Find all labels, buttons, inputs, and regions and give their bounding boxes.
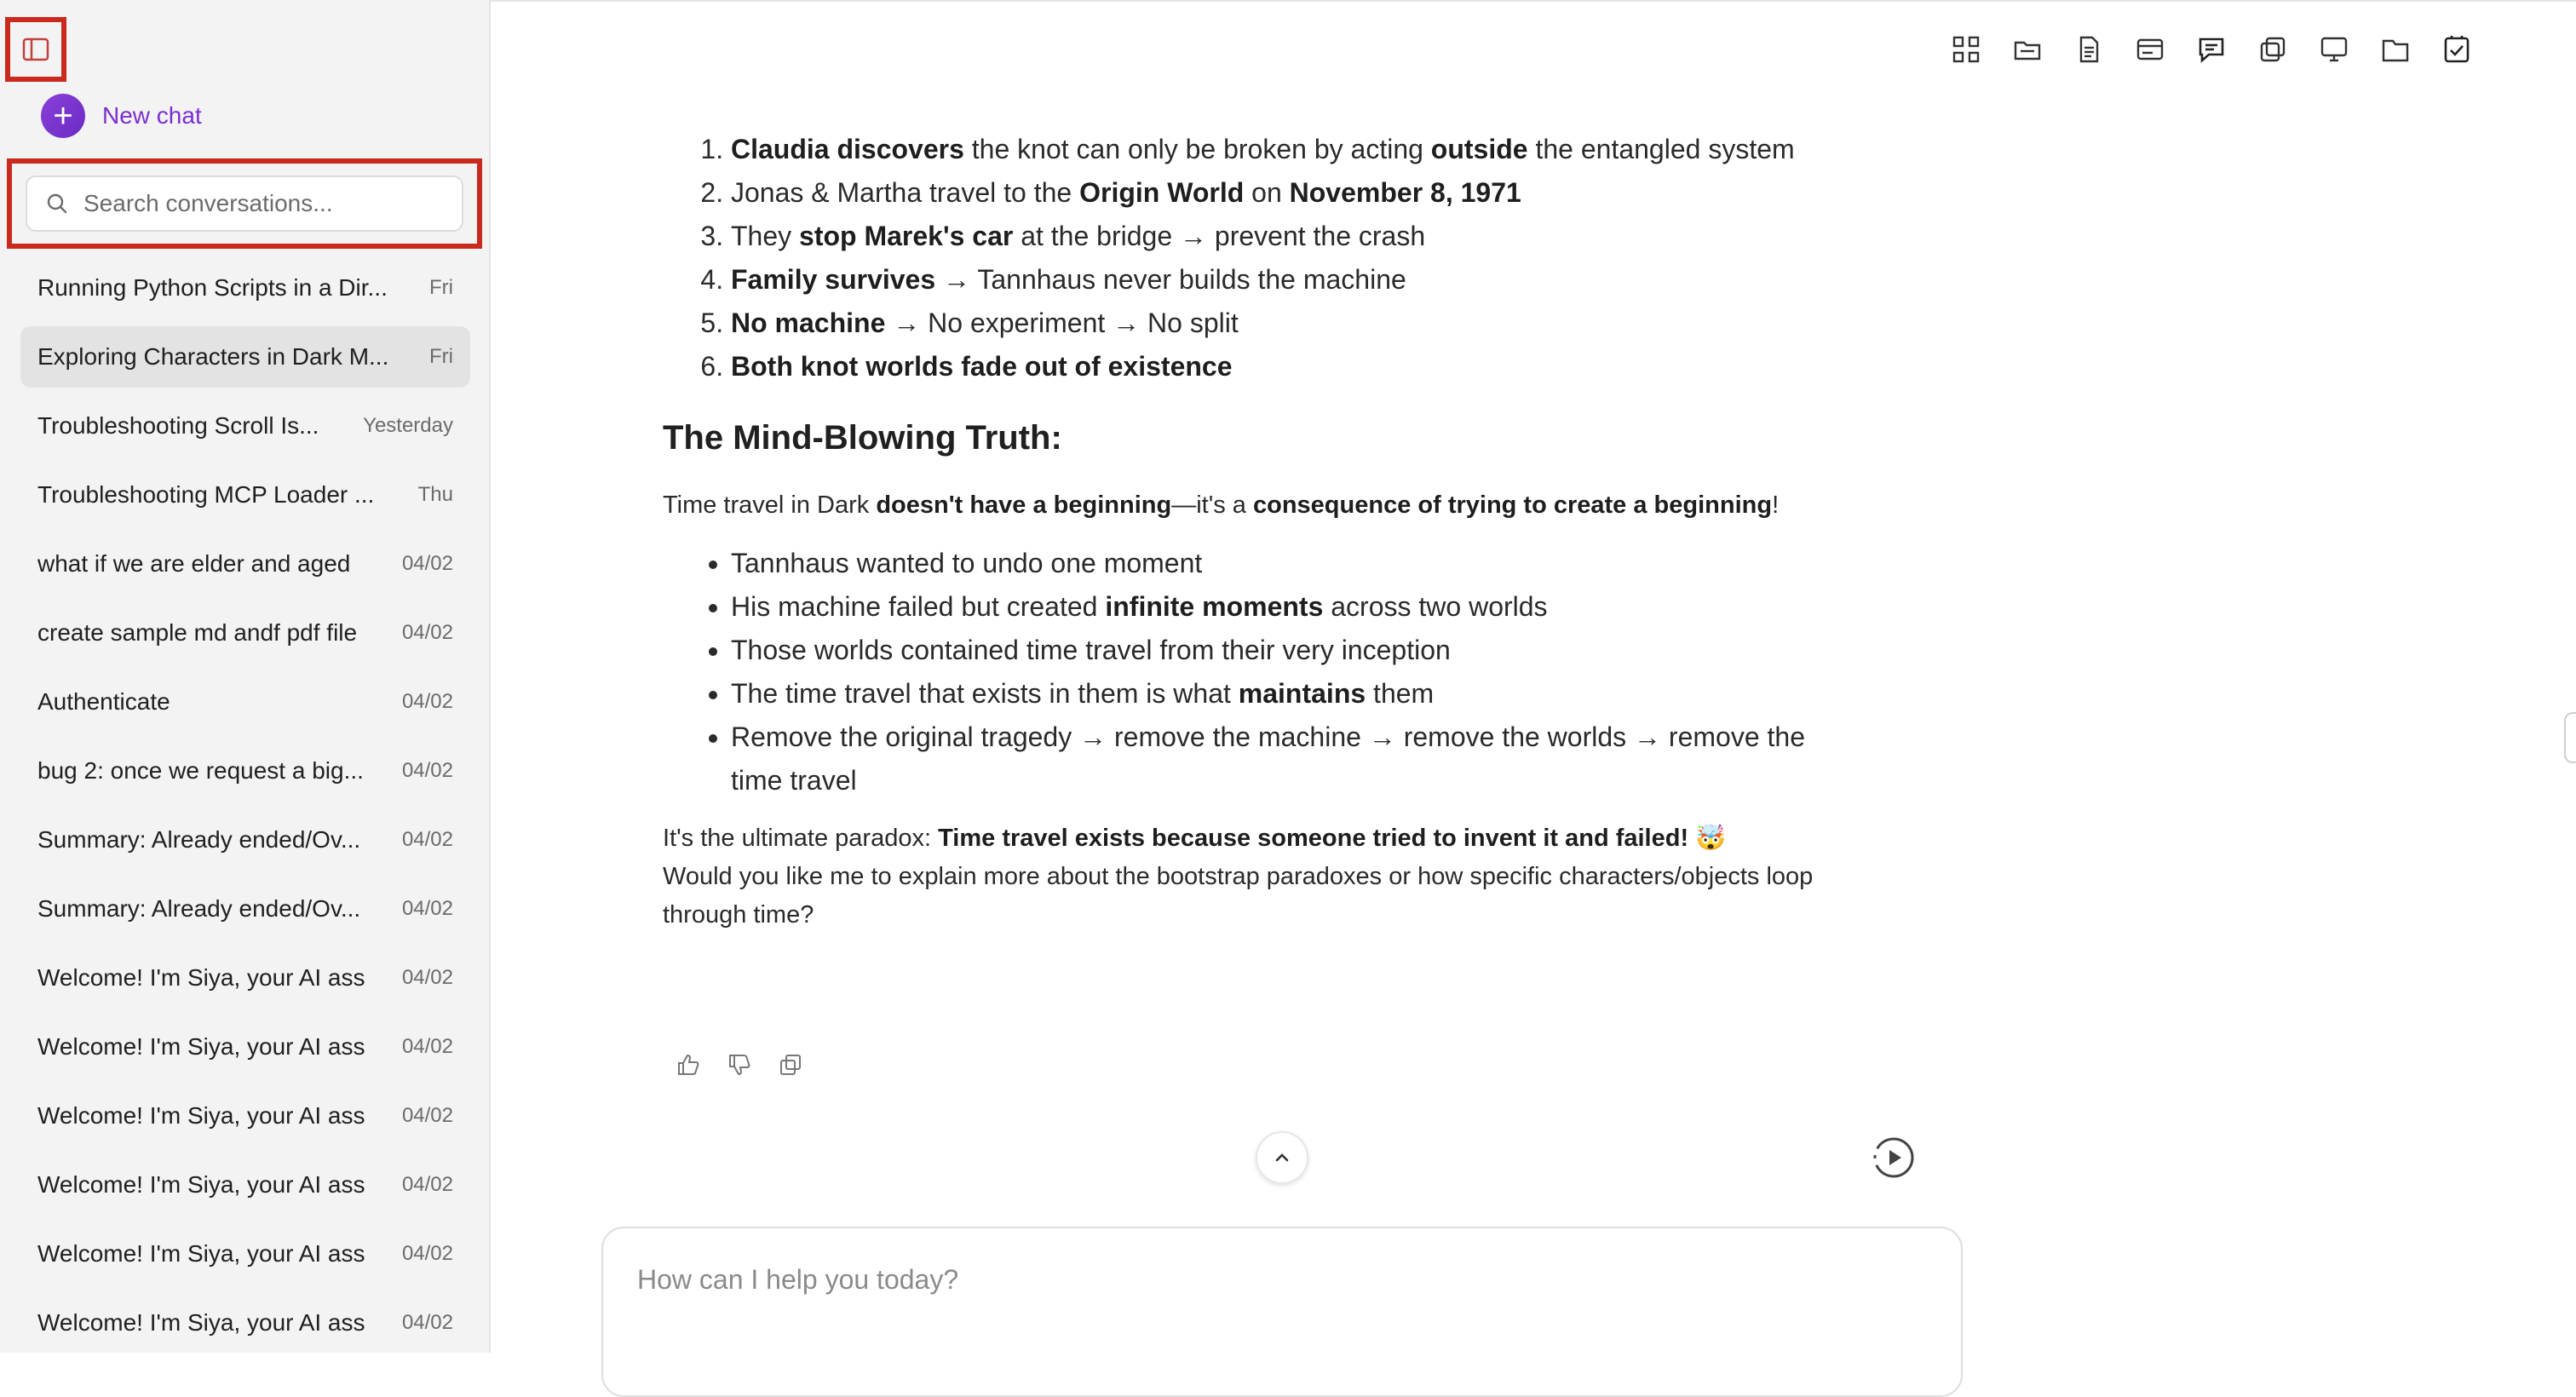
conversation-date: 04/02 bbox=[401, 690, 453, 713]
conversation-item[interactable] bbox=[20, 947, 470, 1009]
document-icon[interactable] bbox=[2072, 32, 2106, 66]
search-box[interactable] bbox=[26, 175, 463, 232]
conversation-title: create sample md andf pdf file bbox=[37, 619, 358, 646]
conversation-title: Troubleshooting MCP Loader ... bbox=[37, 481, 375, 508]
new-chat-label: New chat bbox=[102, 102, 202, 129]
search-input[interactable] bbox=[82, 189, 443, 218]
new-chat-button[interactable] bbox=[41, 94, 202, 138]
copy-window-icon[interactable] bbox=[2256, 32, 2290, 66]
list-item: • His machine failed but created infinite moments across two worlds bbox=[731, 585, 1821, 629]
conversation-title: Welcome! I'm Siya, your AI ass bbox=[37, 1102, 365, 1129]
steps-list bbox=[663, 128, 1821, 388]
thumbs-down-icon[interactable] bbox=[726, 1051, 753, 1078]
conversation-item[interactable] bbox=[20, 1154, 470, 1216]
conversation-date: Thu bbox=[417, 483, 453, 506]
list-item: • Tannhaus wanted to undo one moment bbox=[731, 542, 1821, 585]
play-button[interactable] bbox=[1871, 1135, 1917, 1181]
conversation-title: Welcome! I'm Siya, your AI ass bbox=[37, 1309, 365, 1336]
conversation-date: 04/02 bbox=[401, 1173, 453, 1196]
conversation-date: 04/02 bbox=[401, 1311, 453, 1334]
conversation-title: Welcome! I'm Siya, your AI ass bbox=[37, 1171, 365, 1198]
conversation-date: 04/02 bbox=[401, 966, 453, 989]
conversation-date: 04/02 bbox=[401, 828, 453, 851]
conversation-date: 04/02 bbox=[401, 759, 453, 782]
message-input[interactable] bbox=[635, 1262, 1917, 1317]
section-heading: The Mind-Blowing Truth: bbox=[663, 419, 1062, 457]
conversation-date: Fri bbox=[429, 276, 453, 299]
top-toolbar bbox=[1949, 32, 2501, 66]
conversation-title: what if we are elder and aged bbox=[37, 550, 351, 577]
assistant-message bbox=[663, 128, 1821, 934]
chat-icon[interactable] bbox=[2194, 32, 2228, 66]
message-composer[interactable] bbox=[601, 1227, 1963, 1397]
conversation-date: 04/02 bbox=[401, 897, 453, 920]
checklist-icon[interactable] bbox=[2440, 32, 2474, 66]
conversation-item[interactable] bbox=[20, 464, 470, 526]
list-item: 6. Both knot worlds fade out of existence bbox=[731, 345, 1821, 388]
sidebar-toggle-button[interactable] bbox=[5, 17, 66, 82]
thumbs-up-icon[interactable] bbox=[675, 1051, 702, 1078]
conversation-item-active[interactable] bbox=[20, 326, 470, 388]
search-icon bbox=[46, 193, 68, 215]
conversation-list bbox=[20, 257, 470, 1361]
sidebar bbox=[0, 0, 491, 1353]
list-item: • The time travel that exists in them is what maintains them bbox=[731, 672, 1821, 716]
right-edge-handle[interactable] bbox=[2564, 712, 2576, 763]
conversation-item[interactable] bbox=[20, 809, 470, 871]
conversation-item[interactable] bbox=[20, 602, 470, 664]
conversation-title: Authenticate bbox=[37, 688, 170, 715]
conversation-date: 04/02 bbox=[401, 1242, 453, 1265]
truth-paragraph: Time travel in Dark doesn't have a beginning—it's a consequence of trying to create a beginning! bbox=[663, 492, 1780, 519]
conversation-title: Welcome! I'm Siya, your AI ass bbox=[37, 964, 365, 991]
conversation-item[interactable] bbox=[20, 257, 470, 319]
conversation-item[interactable] bbox=[20, 1292, 470, 1354]
scroll-up-button[interactable] bbox=[1256, 1131, 1308, 1184]
copy-icon[interactable] bbox=[777, 1051, 804, 1078]
conversation-date: 04/02 bbox=[401, 1035, 453, 1058]
conversation-item[interactable] bbox=[20, 1223, 470, 1285]
chevron-up-icon bbox=[1274, 1152, 1291, 1164]
folder-open-icon[interactable] bbox=[2010, 32, 2044, 66]
conversation-item[interactable] bbox=[20, 878, 470, 940]
message-actions bbox=[675, 1051, 828, 1078]
conversation-item[interactable] bbox=[20, 395, 470, 457]
top-divider bbox=[491, 0, 2576, 2]
card-icon[interactable] bbox=[2133, 32, 2167, 66]
conversation-date: 04/02 bbox=[401, 621, 453, 644]
list-item: 3. They stop Marek's car at the bridge → prevent the crash bbox=[731, 215, 1821, 258]
conversation-date: 04/02 bbox=[401, 1104, 453, 1127]
folder-icon[interactable] bbox=[2378, 32, 2412, 66]
list-item: 4. Family survives → Tannhaus never builds the machine bbox=[731, 258, 1821, 302]
grid-icon[interactable] bbox=[1949, 32, 1983, 66]
play-circle-icon bbox=[1871, 1135, 1917, 1181]
monitor-icon[interactable] bbox=[2317, 32, 2351, 66]
conversation-item[interactable] bbox=[20, 740, 470, 802]
conversation-date: Fri bbox=[429, 345, 453, 368]
conversation-title: Welcome! I'm Siya, your AI ass bbox=[37, 1240, 365, 1267]
mind-blown-emoji: 🤯 bbox=[1695, 825, 1727, 852]
conversation-item[interactable] bbox=[20, 1085, 470, 1147]
conversation-title: Troubleshooting Scroll Is... bbox=[37, 412, 319, 439]
plus-icon: + bbox=[41, 94, 85, 138]
conversation-item[interactable] bbox=[20, 1016, 470, 1078]
list-item: 2. Jonas & Martha travel to the Origin World on November 8, 1971 bbox=[731, 171, 1821, 215]
conversation-title: Running Python Scripts in a Dir... bbox=[37, 274, 388, 301]
list-item: 1. Claudia discovers the knot can only be broken by acting outside the entangled system bbox=[731, 128, 1821, 171]
sidebar-toggle-icon bbox=[22, 37, 49, 61]
conversation-title: Summary: Already ended/Ov... bbox=[37, 895, 361, 922]
list-item: • Remove the original tragedy → remove the machine → remove the worlds → remove the time travel bbox=[731, 716, 1821, 802]
conversation-title: Summary: Already ended/Ov... bbox=[37, 826, 361, 853]
conversation-item[interactable] bbox=[20, 671, 470, 733]
list-item: 5. No machine → No experiment → No split bbox=[731, 302, 1821, 345]
search-highlight bbox=[7, 158, 482, 249]
closing-paragraph: It's the ultimate paradox: Time travel exists because someone tried to invent it and failed! 🤯 Would you like me to explain more about the bootstrap paradoxes or how specific characters/objects loop through time? bbox=[663, 825, 1814, 928]
conversation-title: Exploring Characters in Dark M... bbox=[37, 343, 389, 370]
conversation-title: bug 2: once we request a big... bbox=[37, 757, 364, 784]
list-item: • Those worlds contained time travel from their very inception bbox=[731, 629, 1821, 672]
bullet-list bbox=[663, 542, 1821, 802]
conversation-date: Yesterday bbox=[363, 414, 453, 437]
conversation-title: Welcome! I'm Siya, your AI ass bbox=[37, 1033, 365, 1060]
conversation-date: 04/02 bbox=[401, 552, 453, 575]
conversation-item[interactable] bbox=[20, 533, 470, 595]
